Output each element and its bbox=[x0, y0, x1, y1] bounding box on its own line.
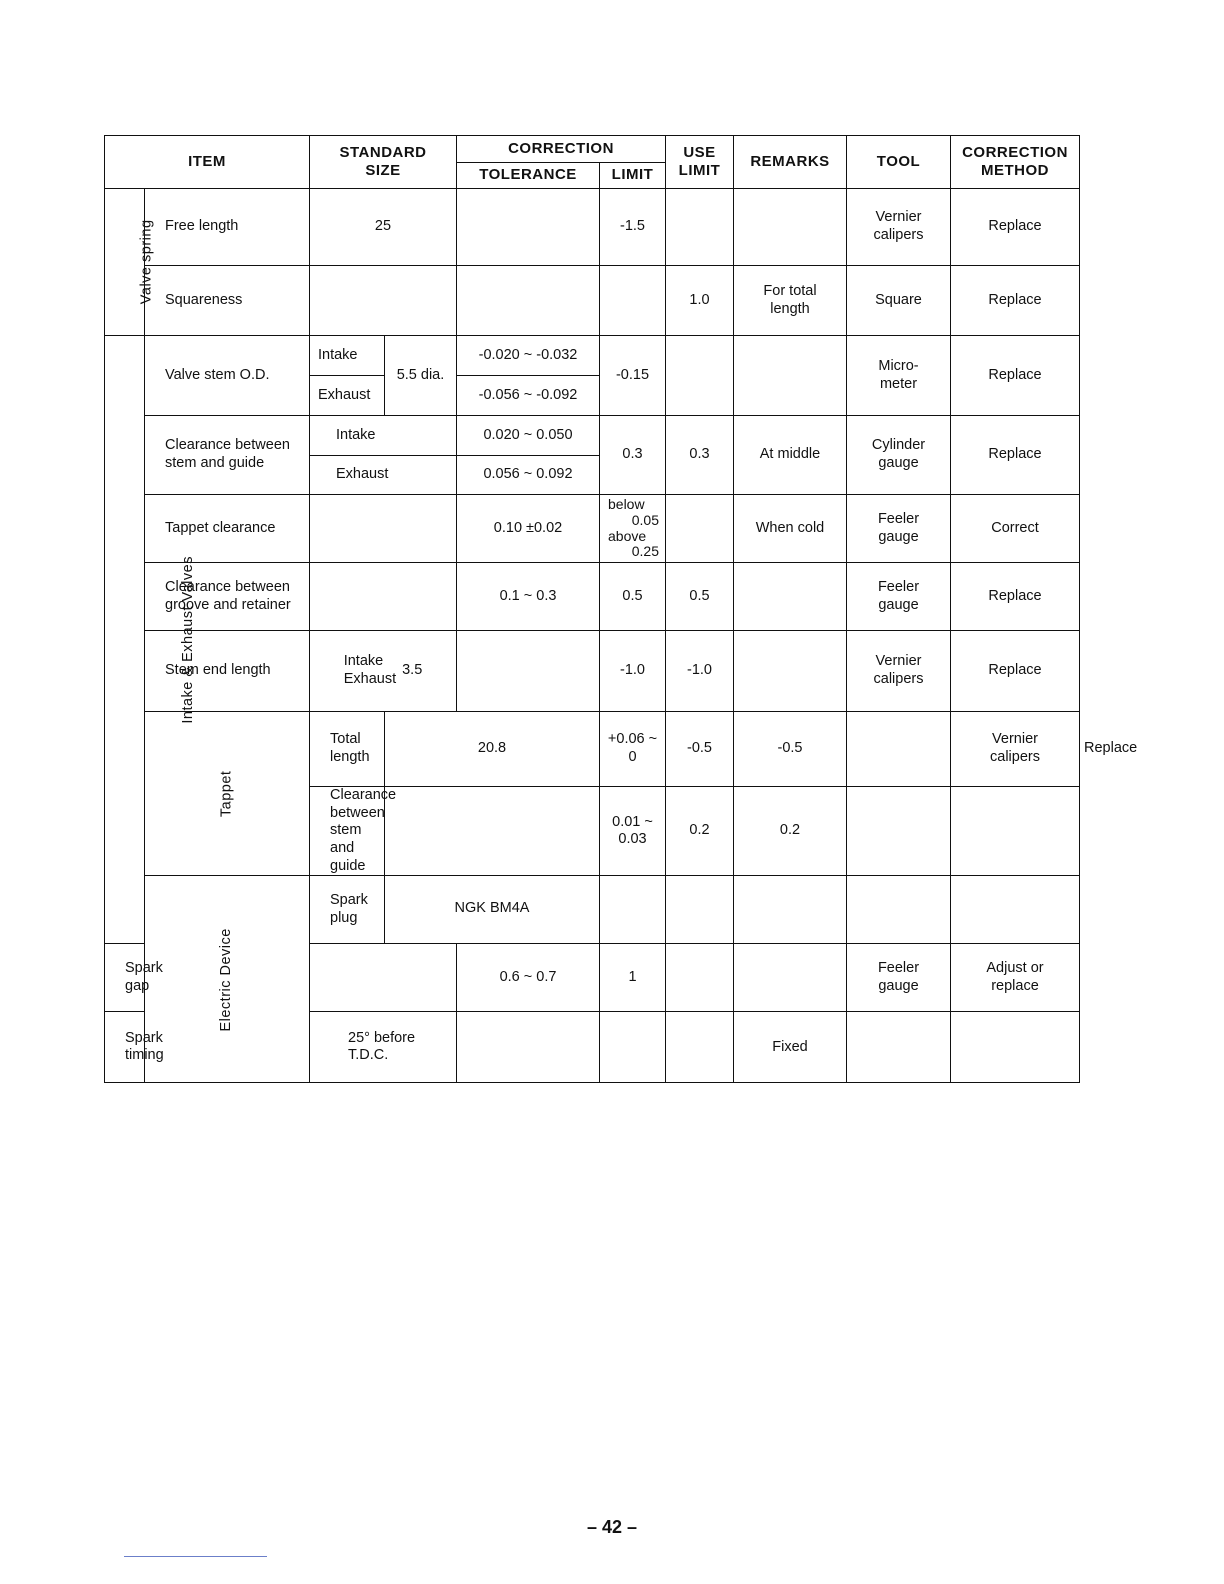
tolerance: 0.10 ±0.02 bbox=[457, 495, 600, 563]
tolerance: 0.1 ~ 0.3 bbox=[457, 563, 600, 631]
tolerance bbox=[600, 876, 666, 944]
item-label: Free length bbox=[145, 189, 310, 266]
tolerance-intake: -0.020 ~ -0.032 bbox=[457, 336, 600, 376]
limit: -1.5 bbox=[600, 189, 666, 266]
limit: 0.3 bbox=[600, 416, 666, 495]
remarks bbox=[734, 944, 847, 1012]
remarks bbox=[847, 712, 951, 787]
limit bbox=[666, 876, 734, 944]
table-row bbox=[105, 416, 1080, 456]
remarks: Fixed bbox=[734, 1012, 847, 1083]
header-tool: TOOL bbox=[847, 136, 951, 189]
tool: Feeler gauge bbox=[847, 495, 951, 563]
specification-table bbox=[104, 135, 1138, 1083]
remarks: For total length bbox=[734, 266, 847, 336]
use-limit: 0.3 bbox=[666, 416, 734, 495]
item-label: Valve stem O.D. bbox=[145, 336, 310, 416]
tolerance: +0.06 ~ 0 bbox=[600, 712, 666, 787]
standard-size bbox=[310, 563, 457, 631]
remarks bbox=[734, 563, 847, 631]
use-limit: 0.2 bbox=[734, 787, 847, 876]
tool: Feeler gauge bbox=[847, 563, 951, 631]
tolerance bbox=[457, 1012, 600, 1083]
tolerance: 0.01 ~ 0.03 bbox=[600, 787, 666, 876]
item-label: Clearance between stem and guide bbox=[310, 787, 385, 876]
limit-below-value: 0.05 bbox=[631, 511, 659, 528]
remarks: At middle bbox=[734, 416, 847, 495]
remarks bbox=[734, 336, 847, 416]
tolerance-intake: 0.020 ~ 0.050 bbox=[457, 416, 600, 456]
standard-exhaust-label: Exhaust bbox=[310, 456, 457, 495]
header-row bbox=[105, 136, 1080, 163]
header-correction: CORRECTION bbox=[457, 136, 666, 163]
correction-method: Replace bbox=[951, 416, 1080, 495]
header-item: ITEM bbox=[105, 136, 310, 189]
item-label: Clearance between groove and retainer bbox=[145, 563, 310, 631]
limit: 1 bbox=[600, 944, 666, 1012]
correction-method: Adjust or replace bbox=[951, 944, 1080, 1012]
header-standard-size: STANDARD SIZE bbox=[310, 136, 457, 189]
tool bbox=[847, 1012, 951, 1083]
page-number: – 42 – bbox=[586, 1517, 638, 1537]
category-tappet: Tappet bbox=[145, 712, 310, 876]
tolerance bbox=[457, 631, 600, 712]
tool bbox=[951, 787, 1080, 876]
category-electric-device: Electric Device bbox=[145, 876, 310, 1083]
standard-size: NGK BM4A bbox=[385, 876, 600, 944]
correction-method: Replace bbox=[951, 336, 1080, 416]
limit: -0.15 bbox=[600, 336, 666, 416]
table-row bbox=[105, 563, 1080, 631]
category-valve-spring: Valve spring bbox=[105, 189, 145, 336]
standard-value: 3.5 bbox=[402, 662, 423, 679]
item-label: Spark timing bbox=[105, 1012, 145, 1083]
item-label: Squareness bbox=[145, 266, 310, 336]
use-limit bbox=[666, 336, 734, 416]
item-label: Clearance between stem and guide bbox=[145, 416, 310, 495]
tool: Feeler gauge bbox=[847, 944, 951, 1012]
standard-exhaust-label: Exhaust bbox=[310, 376, 385, 416]
limit: -1.0 bbox=[600, 631, 666, 712]
table-row bbox=[105, 189, 1080, 266]
limit bbox=[600, 266, 666, 336]
limit bbox=[600, 1012, 666, 1083]
standard-size: 25° before T.D.C. bbox=[310, 1012, 457, 1083]
table-row bbox=[105, 336, 1080, 376]
correction-method: Replace bbox=[951, 189, 1080, 266]
item-label: Spark gap bbox=[105, 944, 145, 1012]
item-label: Stem end length bbox=[145, 631, 310, 712]
limit bbox=[600, 495, 666, 563]
use-limit bbox=[666, 944, 734, 1012]
standard-size bbox=[310, 631, 457, 712]
use-limit: 0.5 bbox=[666, 563, 734, 631]
item-label: Spark plug bbox=[310, 876, 385, 944]
use-limit bbox=[666, 1012, 734, 1083]
tolerance-exhaust: 0.056 ~ 0.092 bbox=[457, 456, 600, 495]
tool: Cylinder gauge bbox=[847, 416, 951, 495]
tolerance: 0.6 ~ 0.7 bbox=[457, 944, 600, 1012]
correction-method: Replace bbox=[951, 266, 1080, 336]
header-limit: LIMIT bbox=[600, 163, 666, 189]
table-row bbox=[105, 495, 1080, 563]
header-correction-method: CORRECTION METHOD bbox=[951, 136, 1080, 189]
limit: -0.5 bbox=[666, 712, 734, 787]
limit-below-label: below bbox=[608, 496, 645, 513]
remarks bbox=[847, 787, 951, 876]
remarks: When cold bbox=[734, 495, 847, 563]
header-remarks: REMARKS bbox=[734, 136, 847, 189]
table-row bbox=[105, 266, 1080, 336]
item-label: Tappet clearance bbox=[145, 495, 310, 563]
tool bbox=[951, 876, 1080, 944]
tolerance bbox=[457, 189, 600, 266]
use-limit bbox=[666, 189, 734, 266]
use-limit: -0.5 bbox=[734, 712, 847, 787]
standard-size: 5.5 dia. bbox=[385, 336, 457, 416]
footer-rule bbox=[124, 1556, 267, 1557]
use-limit: 1.0 bbox=[666, 266, 734, 336]
standard-size bbox=[310, 495, 457, 563]
standard-size: 25 bbox=[310, 189, 457, 266]
limit-above-value: 0.25 bbox=[631, 543, 659, 560]
tolerance bbox=[457, 266, 600, 336]
header-use-limit: USE LIMIT bbox=[666, 136, 734, 189]
remarks bbox=[734, 631, 847, 712]
use-limit: -1.0 bbox=[666, 631, 734, 712]
table-row: Tappet Total length 20.8 +0.06 ~ 0 -0.5 -0.5 Vernier calipers Replace bbox=[105, 712, 1080, 787]
tool: Vernier calipers bbox=[847, 631, 951, 712]
tool: Vernier calipers bbox=[951, 712, 1080, 787]
standard-labels: Intake Exhaust bbox=[343, 653, 397, 687]
tolerance-exhaust: -0.056 ~ -0.092 bbox=[457, 376, 600, 416]
remarks bbox=[847, 876, 951, 944]
standard-size: 20.8 bbox=[385, 712, 600, 787]
item-label: Total length bbox=[310, 712, 385, 787]
standard-size bbox=[310, 944, 457, 1012]
use-limit bbox=[666, 495, 734, 563]
correction-method: Correct bbox=[951, 495, 1080, 563]
table-row bbox=[105, 876, 1080, 944]
correction-method: Replace bbox=[951, 631, 1080, 712]
standard-size bbox=[385, 787, 600, 876]
tool: Micro- meter bbox=[847, 336, 951, 416]
use-limit bbox=[734, 876, 847, 944]
category-intake-exhaust-valves: Intake & Exhaust Valves bbox=[105, 336, 145, 944]
correction-method bbox=[951, 1012, 1080, 1083]
correction-method: Replace bbox=[951, 563, 1080, 631]
tool: Vernier calipers bbox=[847, 189, 951, 266]
limit: 0.5 bbox=[600, 563, 666, 631]
standard-intake-label: Intake bbox=[310, 416, 457, 456]
remarks bbox=[734, 189, 847, 266]
standard-intake-label: Intake bbox=[310, 336, 385, 376]
table-row bbox=[105, 631, 1080, 712]
standard-size bbox=[310, 266, 457, 336]
limit-above-label: above bbox=[608, 527, 647, 544]
limit-stack bbox=[604, 497, 661, 560]
limit: 0.2 bbox=[666, 787, 734, 876]
header-tolerance: TOLERANCE bbox=[457, 163, 600, 189]
tool: Square bbox=[847, 266, 951, 336]
